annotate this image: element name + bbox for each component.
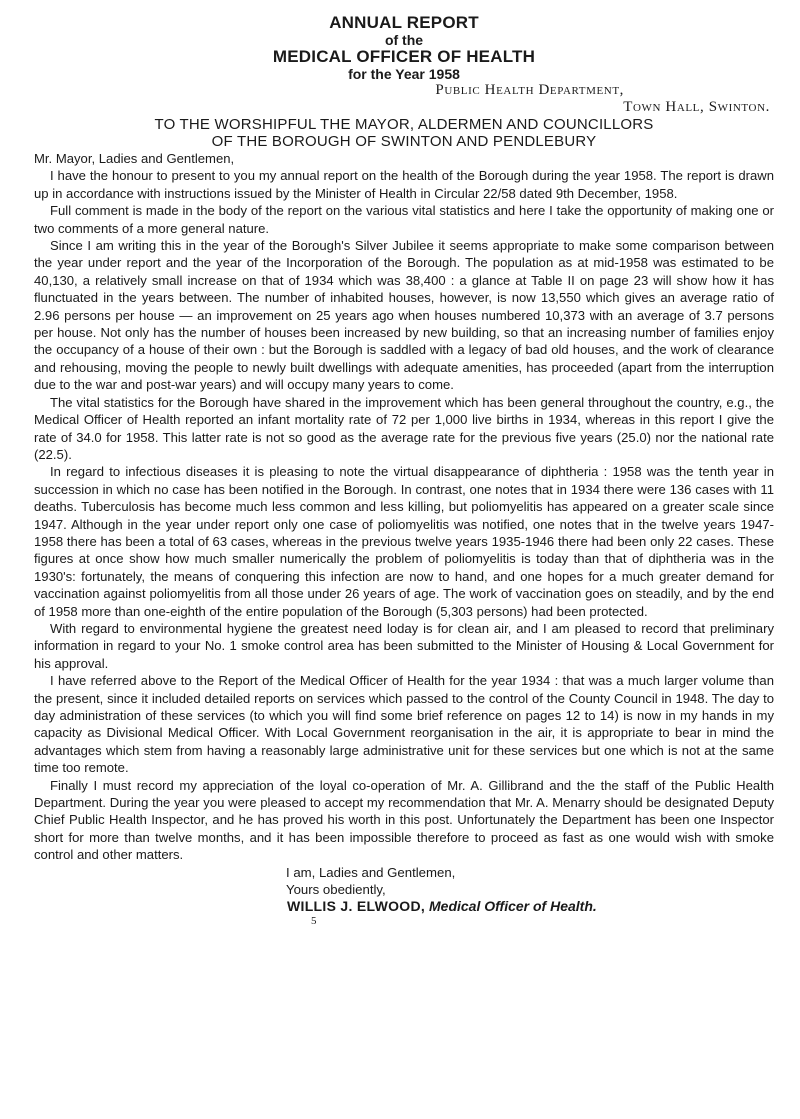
- paragraph-appreciation: Finally I must record my appreciation of the loyal co-operation of Mr. A. Gillibrand and the the staff of the Public Health Department. During the year you were pleased to accept my recommendation that Mr. A. Menarry should be designated Deputy Chief Public Health Inspector, and he has proved his worth in this post. Unfortunately the Department has been one Inspector short for more than twelve months, and it has been impossible therefore to proceed as fast as one would wish with smoke control and other matters.: [34, 777, 774, 863]
- report-body: [34, 150, 774, 864]
- report-title: ANNUAL REPORT: [329, 13, 479, 32]
- report-header: [34, 14, 774, 150]
- signature-title: Medical Officer of Health.: [429, 898, 597, 915]
- paragraph-vital-statistics: The vital statistics for the Borough have shared in the improvement which has been general throughout the country, e.g., the Medical Officer of Health reported an infant mortality rate of 72 per 1,000 live births in 1934, whereas in this report I give the rate of 34.0 for 1958. This latter rate is not so good as the average rate for the previous five years (25.0) nor the national rate (22.5).: [34, 394, 774, 462]
- of-the-line: of the: [384, 32, 424, 48]
- signature-name: WILLIS J. ELWOOD,: [287, 898, 426, 915]
- paragraph-infectious-diseases: In regard to infectious diseases it is pleasing to note the virtual disappearance of diphtheria : 1958 was the tenth year in succession in which no case has been notified in the Borough. In contrast, one notes that in 1934 there were 136 cases with 11 deaths. Tuberculosis has become much less common and less killing, but poliomyelitis has appeared on a greater scale since 1947. Although in the year under report only one case of poliomyelitis was notified, one notes that in the twelve years 1947-1958 there has been a total of 63 cases, whereas in the previous twelve years 1935-1946 there had been only 22 cases. These figures at once show how much smaller numerically the problem of poliomyelitis is today than that of diphtheria was in the 1930's: fortunately, the means of conquering this infection are now to hand, and one hopes for a much greater demand for vaccination against poliomyelitis from all those under 26 years of age. The work of vaccination goes on steadily, and by the end of 1958 more than one-eighth of the entire population of the Borough (5,303 persons) had been protected.: [34, 464, 774, 619]
- signature: [34, 898, 774, 915]
- paragraph-honour: I have the honour to present to you my annual report on the health of the Borough during the year 1958. The report is drawn up in accordance with instructions issued by the Minister of Health in Circular 22/58 dated 9th December, 1958.: [34, 168, 774, 201]
- closing-line-1: I am, Ladies and Gentlemen,: [286, 864, 456, 880]
- salutation: Mr. Mayor, Ladies and Gentlemen,: [34, 151, 235, 166]
- year-line: for the Year 1958: [348, 66, 460, 82]
- paragraph-environmental-hygiene: With regard to environmental hygiene the greatest need loday is for clean air, and I am pleased to record that preliminary information in regard to your No. 1 smoke control area has been submitted to the Minister of Housing & Local Government for his approval.: [34, 620, 774, 671]
- officer-title: MEDICAL OFFICER OF HEALTH: [272, 47, 536, 66]
- paragraph-1934-report: I have referred above to the Report of the Medical Officer of Health for the year 1934 : that was a much larger volume than the present, since it included detailed reports on services which passed to the control of the County Council in 1948. The day to day administration of these services (to which you will find some brief reference on pages 12 to 14) is now in my hands in my capacity as Divisional Medical Officer. With Local Government reorganisation in the air, it is appropriate to bear in mind the advantages which stem from having a reasonably large administrative unit for these services but one which is not at the same time too remote.: [34, 673, 774, 776]
- department-line: Public Health Department,: [435, 82, 624, 98]
- page-number: 5: [311, 915, 317, 928]
- paragraph-comment: Full comment is made in the body of the report on the various vital statistics and here I take the opportunity of making one or two comments of a more general nature.: [34, 203, 774, 236]
- address-line-1: TO THE WORSHIPFUL THE MAYOR, ALDERMEN AND COUNCILLORS: [154, 116, 654, 133]
- paragraph-jubilee: Since I am writing this in the year of the Borough's Silver Jubilee it seems appropriate to make some comparison between the year under report and the year of the Incorporation of the Borough. The population as at mid-1958 was estimated to be 40,130, a relatively small increase on that of 1934 which was 38,400 : a glance at Table II on page 23 will show how it has flunctuated in the years between. The number of inhabited houses, however, is now 13,550 which gives an average ratio of 2.96 persons per house — an improvement on 25 years ago when houses numbered 10,373 with an average of 3.7 persons per house. Not only has the number of houses been increased by new building, so that an increasing number of families enjoy the occupancy of a house of their own : but the Borough is saddled with a legacy of bad old houses, and the work of clearance and rehousing, moving the people to newly built dwellings with adequate amenities, has proceeded (apart from the interruption due to the war and post-war years) and will occupy many years to come.: [34, 238, 774, 393]
- closing-block: [34, 864, 774, 928]
- closing-line-2: Yours obediently,: [286, 882, 386, 898]
- address-line-2: OF THE BOROUGH OF SWINTON AND PENDLEBURY: [211, 133, 597, 150]
- town-hall-line: Town Hall, Swinton.: [623, 99, 770, 115]
